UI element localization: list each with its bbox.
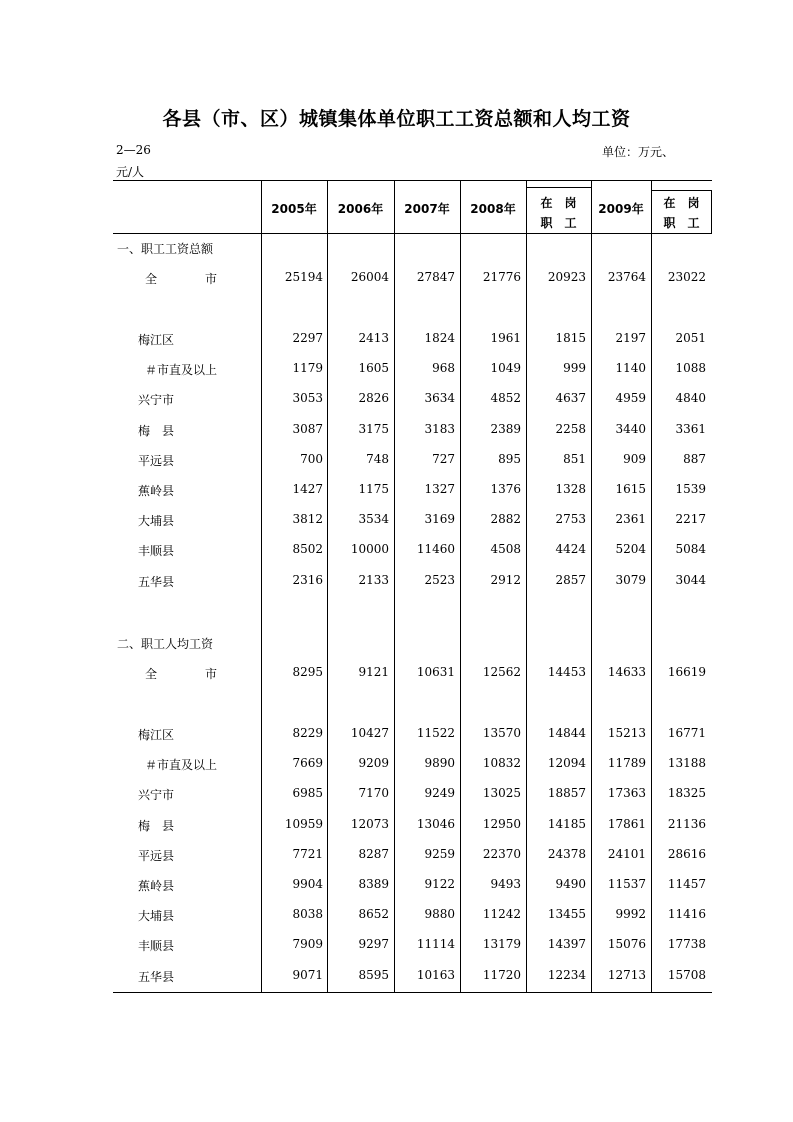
table-cell: 1179 xyxy=(292,361,323,376)
table-cell: 8595 xyxy=(358,967,389,982)
row-label: 梅 县 xyxy=(138,423,175,438)
table-cell: 12562 xyxy=(482,665,521,679)
table-cell: 13570 xyxy=(482,726,521,740)
table-row xyxy=(113,452,712,472)
table-cell: 909 xyxy=(623,451,646,466)
table-cell: 2826 xyxy=(358,391,389,406)
table-cell: 8389 xyxy=(358,877,389,891)
table-cell: 10631 xyxy=(416,665,455,679)
table-cell: 1140 xyxy=(615,361,646,376)
table-cell: 851 xyxy=(563,451,586,466)
table-cell: 8502 xyxy=(292,542,323,557)
table-cell: 4840 xyxy=(675,391,706,406)
unit-label-continued: 元/人 xyxy=(116,165,145,179)
table-cell: 9259 xyxy=(424,846,455,861)
table-cell: 12073 xyxy=(350,816,389,831)
table-row xyxy=(113,331,712,351)
section-row xyxy=(113,635,712,655)
table-row xyxy=(113,542,712,562)
table-row xyxy=(113,512,712,532)
table-cell: 9890 xyxy=(424,756,455,771)
table-cell: 9209 xyxy=(358,756,389,771)
table-cell: 12234 xyxy=(547,967,586,982)
table-row xyxy=(113,573,712,593)
table-row xyxy=(113,968,712,988)
table-cell: 700 xyxy=(300,451,323,466)
table-cell: 3044 xyxy=(675,572,706,587)
table-cell: 21136 xyxy=(667,816,706,831)
table-cell: 3175 xyxy=(358,421,389,436)
table-row xyxy=(113,847,712,867)
table-cell: 7170 xyxy=(358,786,389,801)
table-cell: 9992 xyxy=(615,907,646,922)
table-cell: 9121 xyxy=(358,665,389,679)
table-cell: 1327 xyxy=(424,482,455,496)
table-cell: 17861 xyxy=(607,816,646,831)
section-row xyxy=(113,240,712,260)
row-label: 梅江区 xyxy=(138,333,175,347)
table-cell: 11242 xyxy=(482,907,521,922)
table-code: 2—26 xyxy=(116,143,151,157)
table-cell: 16619 xyxy=(667,665,706,679)
table-cell: 3361 xyxy=(675,421,706,436)
table-cell: 2197 xyxy=(615,331,646,345)
row-label: 全 市 xyxy=(145,667,218,681)
table-cell: 2413 xyxy=(358,331,389,345)
row-label: 蕉岭县 xyxy=(138,484,175,498)
table-cell: 9249 xyxy=(424,786,455,801)
table-cell: 1427 xyxy=(292,482,323,496)
table-cell: 17738 xyxy=(667,937,706,952)
table-cell: 8295 xyxy=(292,665,323,679)
header-2008-onduty-line1: 在 岗 xyxy=(540,196,577,210)
row-label: 梅 县 xyxy=(138,818,175,833)
table-cell: 4424 xyxy=(555,542,586,557)
table-cell: 16771 xyxy=(667,726,706,740)
table-cell: 20923 xyxy=(547,270,586,284)
table-cell: 25194 xyxy=(284,270,323,284)
table-cell: 28616 xyxy=(667,846,706,861)
table-cell: 2297 xyxy=(292,331,323,345)
table-cell: 4508 xyxy=(490,542,521,557)
table-cell: 9071 xyxy=(292,967,323,982)
table-cell: 3534 xyxy=(358,512,389,527)
row-label: ＃市直及以上 xyxy=(145,363,218,378)
table-cell: 21776 xyxy=(482,270,521,284)
table-cell: 895 xyxy=(498,451,521,466)
header-2006: 2006年 xyxy=(337,202,384,216)
table-cell: 2882 xyxy=(490,512,521,527)
table-cell: 11789 xyxy=(607,756,646,771)
section-title: 二、职工人均工资 xyxy=(117,637,214,651)
table-cell: 9122 xyxy=(424,877,455,891)
table-cell: 10832 xyxy=(482,756,521,771)
table-cell: 1961 xyxy=(490,331,521,345)
table-cell: 1605 xyxy=(358,361,389,376)
table-cell: 1824 xyxy=(424,331,455,345)
row-label: 平远县 xyxy=(138,848,175,863)
table-cell: 2217 xyxy=(675,512,706,527)
table-cell: 15708 xyxy=(667,967,706,982)
total-row xyxy=(113,270,712,290)
table-cell: 2361 xyxy=(615,512,646,527)
table-cell: 3440 xyxy=(615,421,646,436)
table-cell: 3079 xyxy=(615,572,646,587)
table-cell: 22370 xyxy=(482,846,521,861)
row-label: 丰顺县 xyxy=(138,544,175,559)
table-cell: 3812 xyxy=(292,512,323,527)
table-cell: 1376 xyxy=(490,482,521,496)
table-cell: 11460 xyxy=(416,542,455,557)
table-cell: 10000 xyxy=(350,542,389,557)
table-cell: 748 xyxy=(366,451,389,466)
table-row xyxy=(113,877,712,897)
table-cell: 23764 xyxy=(607,270,646,284)
row-label: 平远县 xyxy=(138,453,175,468)
unit-label: 单位：万元、 xyxy=(602,145,675,159)
table-row xyxy=(113,482,712,502)
table-cell: 9493 xyxy=(490,877,521,891)
table-cell: 23022 xyxy=(667,270,706,284)
table-cell: 2389 xyxy=(490,421,521,436)
table-cell: 13188 xyxy=(667,756,706,771)
table-cell: 11537 xyxy=(607,877,646,891)
table-cell: 7909 xyxy=(292,937,323,952)
table-cell: 1815 xyxy=(555,331,586,345)
table-cell: 887 xyxy=(683,451,706,466)
table-cell: 8038 xyxy=(292,907,323,922)
row-label: 五华县 xyxy=(138,574,175,589)
table-cell: 8229 xyxy=(292,726,323,740)
table-cell: 4959 xyxy=(615,391,646,406)
table-cell: 13025 xyxy=(482,786,521,801)
cell-box-rule xyxy=(526,187,591,188)
table-cell: 18857 xyxy=(547,786,586,801)
table-cell: 9490 xyxy=(555,877,586,891)
table-cell: 26004 xyxy=(350,270,389,284)
table-cell: 10163 xyxy=(416,967,455,982)
table-cell: 1175 xyxy=(358,482,389,496)
table-cell: 3087 xyxy=(292,421,323,436)
table-cell: 968 xyxy=(432,361,455,376)
table-cell: 2258 xyxy=(555,421,586,436)
table-cell: 12950 xyxy=(482,816,521,831)
table-row xyxy=(113,756,712,776)
table-cell: 11522 xyxy=(416,726,455,740)
table-cell: 3183 xyxy=(424,421,455,436)
table-cell: 1049 xyxy=(490,361,521,376)
table-cell: 11457 xyxy=(667,877,706,891)
table-bottom-rule xyxy=(113,992,712,993)
table-cell: 15213 xyxy=(607,726,646,740)
row-label: 大埔县 xyxy=(138,909,175,924)
table-row xyxy=(113,907,712,927)
row-label: ＃市直及以上 xyxy=(145,758,218,773)
table-cell: 3053 xyxy=(292,391,323,406)
table-row xyxy=(113,422,712,442)
table-cell: 1088 xyxy=(675,361,706,376)
table-cell: 14185 xyxy=(547,816,586,831)
table-cell: 24101 xyxy=(607,846,646,861)
table-cell: 27847 xyxy=(416,270,455,284)
table-cell: 12713 xyxy=(607,967,646,982)
table-cell: 5084 xyxy=(675,542,706,557)
table-cell: 9904 xyxy=(292,877,323,891)
cell-box-rule xyxy=(651,190,712,191)
table-cell: 14633 xyxy=(607,665,646,679)
table-cell: 7721 xyxy=(292,846,323,861)
table-cell: 11720 xyxy=(482,967,521,982)
row-label: 梅江区 xyxy=(138,728,175,742)
table-cell: 17363 xyxy=(607,786,646,801)
table-cell: 3169 xyxy=(424,512,455,527)
table-cell: 5204 xyxy=(615,542,646,557)
table-row xyxy=(113,817,712,837)
table-cell: 2316 xyxy=(292,572,323,587)
table-cell: 11416 xyxy=(667,907,706,922)
table-cell: 6985 xyxy=(292,786,323,801)
table-cell: 4637 xyxy=(555,391,586,406)
table-cell: 10427 xyxy=(350,726,389,740)
table-cell: 2912 xyxy=(490,572,521,587)
table-cell: 9297 xyxy=(358,937,389,952)
table-cell: 12094 xyxy=(547,756,586,771)
table-cell: 2523 xyxy=(424,572,455,587)
table-cell: 9880 xyxy=(424,907,455,922)
row-label: 大埔县 xyxy=(138,514,175,529)
table-cell: 2133 xyxy=(358,572,389,587)
table-row xyxy=(113,361,712,381)
table-cell: 2857 xyxy=(555,572,586,587)
section-title: 一、职工工资总额 xyxy=(117,242,214,256)
table-cell: 15076 xyxy=(607,937,646,952)
table-cell: 14397 xyxy=(547,937,586,952)
table-row xyxy=(113,391,712,411)
table-cell: 13455 xyxy=(547,907,586,922)
table-cell: 1328 xyxy=(555,482,586,496)
table-cell: 2051 xyxy=(675,331,706,345)
page-title: 各县（市、区）城镇集体单位职工工资总额和人均工资 xyxy=(162,108,631,130)
table-cell: 4852 xyxy=(490,391,521,406)
table-cell: 1539 xyxy=(675,482,706,496)
table-cell: 999 xyxy=(563,361,586,376)
table-cell: 727 xyxy=(432,451,455,466)
row-label: 兴宁市 xyxy=(138,393,175,408)
header-2009-onduty-line2: 职 工 xyxy=(663,216,700,230)
table-cell: 8287 xyxy=(358,846,389,861)
table-cell: 1615 xyxy=(615,482,646,496)
row-label: 兴宁市 xyxy=(138,788,175,803)
table-cell: 13179 xyxy=(482,937,521,952)
table-cell: 8652 xyxy=(358,907,389,922)
table-row xyxy=(113,786,712,806)
header-2009-onduty-line1: 在 岗 xyxy=(663,196,700,210)
table-row xyxy=(113,937,712,957)
header-bottom-rule xyxy=(113,233,712,234)
table-cell: 18325 xyxy=(667,786,706,801)
table-cell: 3634 xyxy=(424,391,455,406)
table-cell: 14453 xyxy=(547,665,586,679)
total-row xyxy=(113,665,712,685)
row-label: 蕉岭县 xyxy=(138,879,175,893)
header-2005: 2005年 xyxy=(271,202,317,216)
table-cell: 11114 xyxy=(416,937,455,952)
table-row xyxy=(113,726,712,746)
table-cell: 7669 xyxy=(292,756,323,771)
row-label: 五华县 xyxy=(138,969,175,984)
table-cell: 14844 xyxy=(547,726,586,740)
table-cell: 24378 xyxy=(547,846,586,861)
table-cell: 10959 xyxy=(284,816,323,831)
table-cell: 2753 xyxy=(555,512,586,527)
table-cell: 13046 xyxy=(416,816,455,831)
table-top-rule xyxy=(113,180,712,181)
header-2008: 2008年 xyxy=(470,202,516,216)
header-2007: 2007年 xyxy=(404,202,450,216)
row-label: 全 市 xyxy=(145,272,218,286)
header-2009: 2009年 xyxy=(598,202,644,216)
header-2008-onduty-line2: 职 工 xyxy=(540,216,577,230)
row-label: 丰顺县 xyxy=(138,939,175,954)
